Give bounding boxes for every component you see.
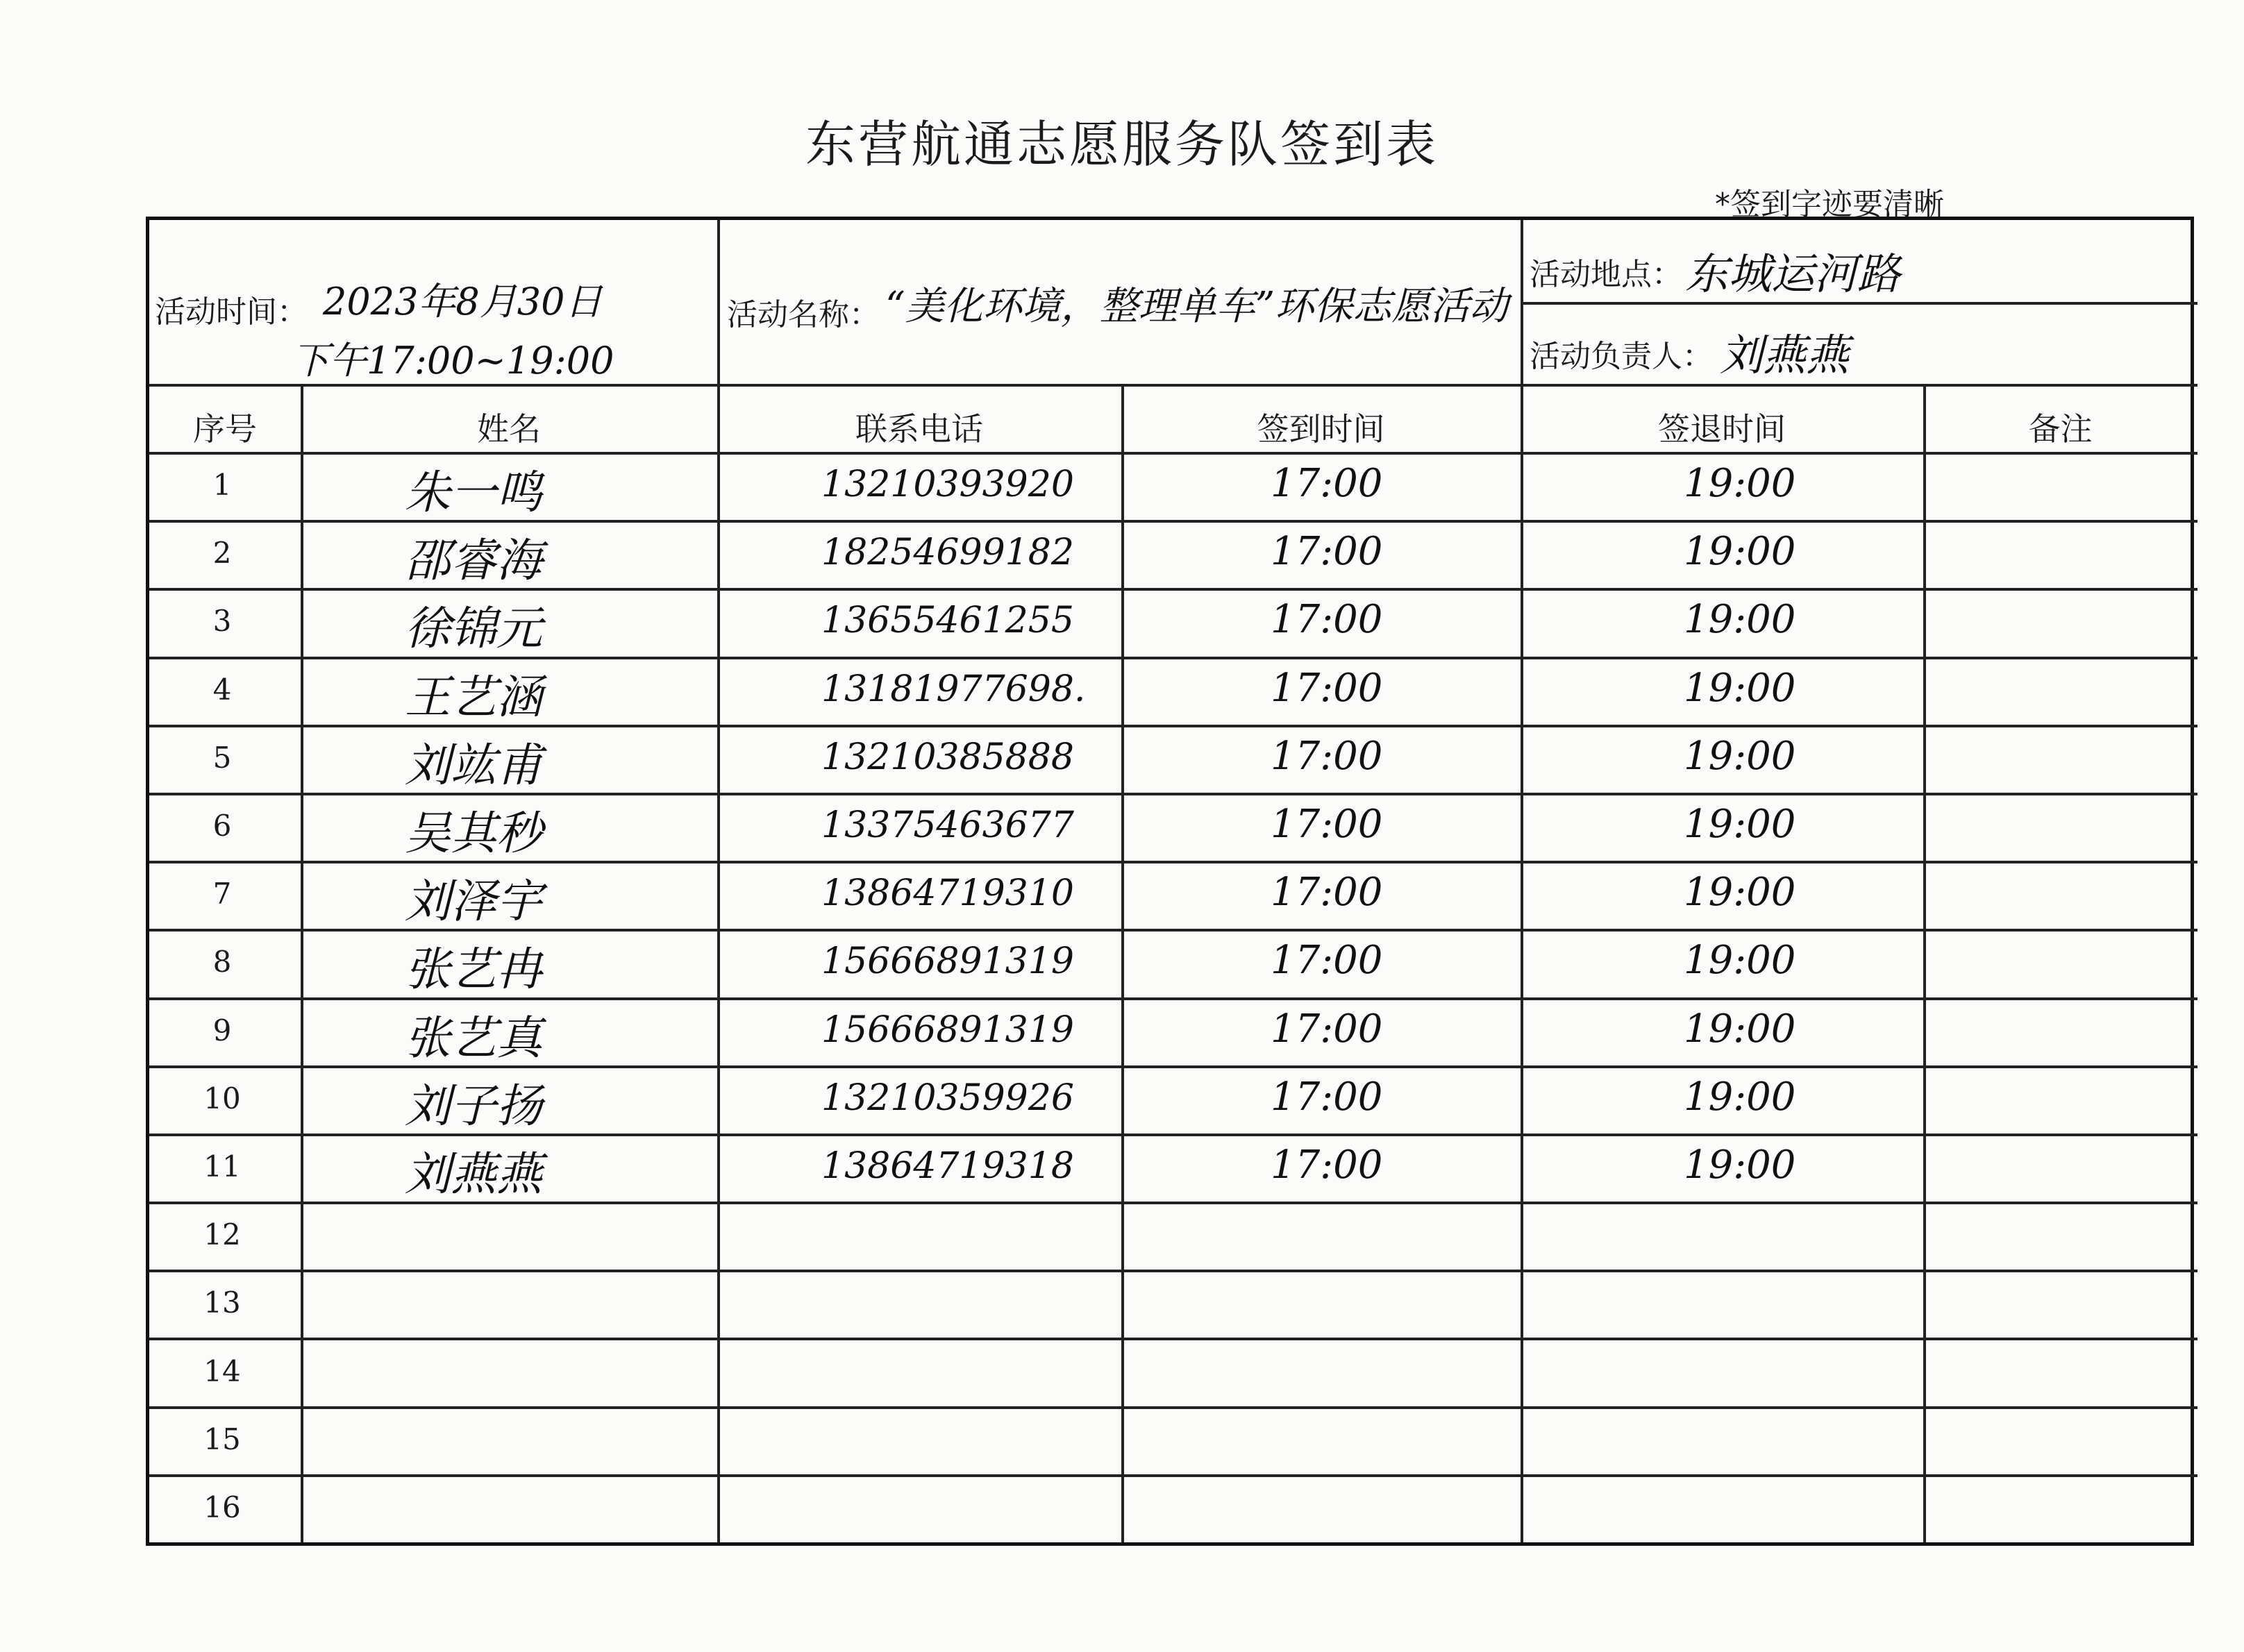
divider <box>1521 302 2197 305</box>
table-row <box>149 657 2197 725</box>
phone-number: 13210385888 <box>821 736 1074 778</box>
header-checkin: 签到时间 <box>1257 410 1385 448</box>
checkin-time: 17:00 <box>1271 733 1383 779</box>
volunteer-name: 刘子扬 <box>405 1079 542 1133</box>
header-no: 序号 <box>193 410 257 448</box>
volunteer-name: 邵睿海 <box>405 534 542 588</box>
table-row <box>149 793 2197 861</box>
header-remark: 备注 <box>2028 410 2093 448</box>
table-row <box>149 1270 2197 1338</box>
row-number: 7 <box>212 877 232 911</box>
sign-in-table <box>146 217 2194 1546</box>
row-number: 4 <box>212 672 232 707</box>
volunteer-name: 张艺冉 <box>405 943 542 997</box>
row-number: 11 <box>203 1149 241 1183</box>
row-number: 13 <box>203 1286 241 1320</box>
header-name: 姓名 <box>477 410 541 448</box>
phone-number: 18254699182 <box>821 532 1074 574</box>
table-row <box>149 725 2197 793</box>
checkin-time: 17:00 <box>1271 1006 1383 1052</box>
row-number: 14 <box>203 1354 241 1388</box>
table-row <box>149 861 2197 929</box>
table-row <box>149 588 2197 656</box>
table-row <box>149 452 2197 520</box>
volunteer-name: 徐锦元 <box>405 602 542 656</box>
activity-name-label: 活动名称： <box>727 297 880 332</box>
table-row <box>149 1474 2197 1542</box>
phone-number: 15666891319 <box>821 1009 1074 1051</box>
row-number: 15 <box>203 1422 241 1456</box>
phone-number: 13655461255 <box>821 600 1074 642</box>
activity-time-label: 活动时间： <box>155 294 308 330</box>
legibility-note: *签到字迹要清晰 <box>1715 187 1944 222</box>
phone-number: 13210359926 <box>821 1077 1074 1119</box>
checkout-time: 19:00 <box>1684 870 1796 916</box>
table-row <box>149 1202 2197 1270</box>
phone-number: 15666891319 <box>821 941 1074 983</box>
row-number: 6 <box>212 809 232 843</box>
checkin-time: 17:00 <box>1271 529 1383 575</box>
checkin-time: 17:00 <box>1271 665 1383 711</box>
table-row <box>149 1133 2197 1202</box>
checkout-time: 19:00 <box>1684 529 1796 575</box>
row-number: 5 <box>212 740 232 775</box>
row-number: 1 <box>212 468 232 503</box>
activity-name-value: “美化环境，整理单车”环保志愿活动 <box>885 284 1509 329</box>
row-number: 9 <box>212 1013 232 1047</box>
volunteer-name: 王艺涵 <box>405 670 542 724</box>
activity-place-value: 东城运河路 <box>1685 248 1901 299</box>
phone-number: 13375463677 <box>821 804 1074 847</box>
checkin-time: 17:00 <box>1271 802 1383 848</box>
activity-hours: 下午17:00~19:00 <box>292 339 614 382</box>
row-number: 2 <box>212 536 232 571</box>
table-row <box>149 997 2197 1065</box>
checkout-time: 19:00 <box>1684 1142 1796 1188</box>
row-number: 8 <box>212 945 232 979</box>
checkout-time: 19:00 <box>1684 733 1796 779</box>
row-number: 3 <box>212 604 232 639</box>
row-number: 10 <box>203 1081 241 1115</box>
phone-number: 13181977698. <box>821 668 1086 710</box>
page-title: 东营航通志愿服务队签到表 <box>805 115 1439 174</box>
row-number: 16 <box>203 1490 241 1524</box>
checkout-time: 19:00 <box>1684 461 1796 507</box>
header-checkout: 签退时间 <box>1658 410 1786 448</box>
checkin-time: 17:00 <box>1271 870 1383 916</box>
checkin-time: 17:00 <box>1271 597 1383 643</box>
activity-place-label: 活动地点： <box>1530 257 1682 292</box>
checkin-time: 17:00 <box>1271 1074 1383 1120</box>
phone-number: 13864719310 <box>821 873 1074 915</box>
activity-leader-value: 刘燕燕 <box>1720 330 1850 380</box>
volunteer-name: 刘竑甫 <box>405 738 542 792</box>
checkout-time: 19:00 <box>1684 938 1796 984</box>
table-row <box>149 1338 2197 1406</box>
activity-date: 2023年8月30日 <box>323 280 603 323</box>
volunteer-name: 张艺真 <box>405 1011 542 1065</box>
checkout-time: 19:00 <box>1684 1006 1796 1052</box>
checkin-time: 17:00 <box>1271 461 1383 507</box>
phone-number: 13210393920 <box>821 464 1074 506</box>
table-row <box>149 929 2197 997</box>
volunteer-name: 朱一鸣 <box>405 466 542 520</box>
checkout-time: 19:00 <box>1684 802 1796 848</box>
checkout-time: 19:00 <box>1684 1074 1796 1120</box>
volunteer-name: 刘泽宇 <box>405 875 542 929</box>
checkout-time: 19:00 <box>1684 665 1796 711</box>
header-phone: 联系电话 <box>855 410 983 448</box>
volunteer-name: 刘燕燕 <box>405 1147 542 1201</box>
table-row <box>149 1065 2197 1133</box>
table-row <box>149 1406 2197 1474</box>
checkout-time: 19:00 <box>1684 597 1796 643</box>
checkin-time: 17:00 <box>1271 1142 1383 1188</box>
activity-leader-label: 活动负责人： <box>1530 339 1713 374</box>
phone-number: 13864719318 <box>821 1145 1074 1187</box>
volunteer-name: 吴其秒 <box>405 807 542 861</box>
row-number: 12 <box>203 1217 241 1252</box>
checkin-time: 17:00 <box>1271 938 1383 984</box>
divider <box>717 220 720 384</box>
table-row <box>149 520 2197 588</box>
